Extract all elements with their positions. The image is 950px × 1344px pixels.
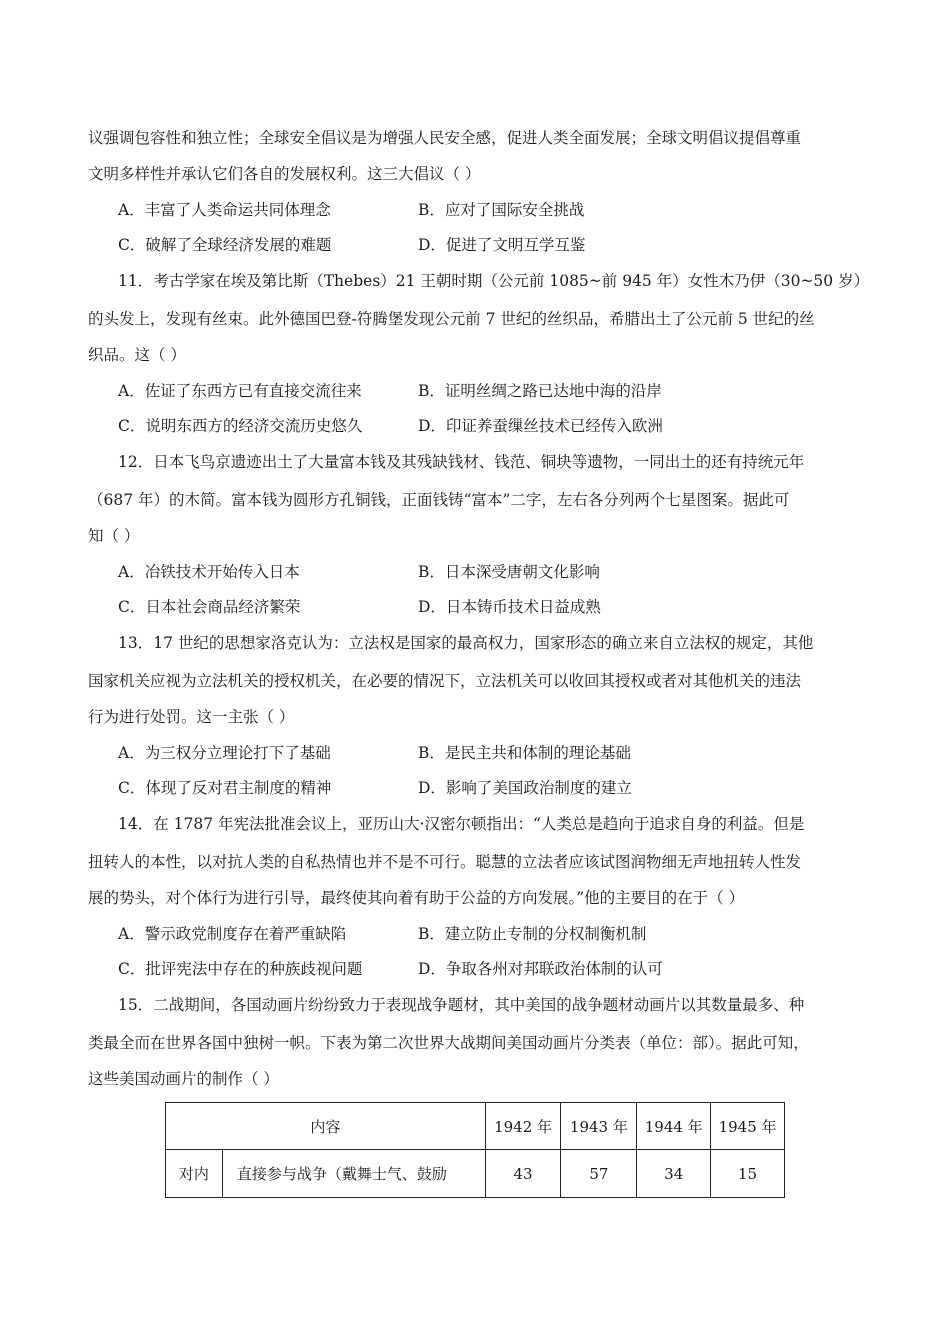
q10-stem-line-1: 议强调包容性和独立性；全球安全倡议是为增强人民安全感，促进人类全面发展；全球文明倡议提倡尊重 [88, 129, 802, 147]
table-row [166, 1150, 785, 1198]
q11-stem-line-2: 的头发上，发现有丝束。此外德国巴登-符腾堡发现公元前 7 世纪的丝织品，希腊出土了公元前 5 世纪的丝 [88, 310, 815, 328]
q14-stem-line-1: 14．在 1787 年宪法批准会议上，亚历山大·汉密尔顿指出：“人类总是趋向于追求自身的利益。但是 [118, 815, 805, 833]
q15-data-table [165, 1102, 785, 1198]
table-header-row [166, 1103, 785, 1150]
q10-option-d: D．促进了文明互学互鉴 [418, 236, 586, 254]
q14-option-a: A．警示政党制度存在着严重缺陷 [118, 925, 347, 943]
q13-stem-line-2: 国家机关应视为立法机关的授权机关，在必要的情况下，立法机关可以收回其授权或者对其他机关的违法 [88, 672, 802, 690]
q11-stem-line-1: 11．考古学家在埃及第比斯（Thebes）21 王朝时期（公元前 1085~前 945 年）女性木乃伊（30~50 岁） [118, 272, 870, 290]
header-content: 内容 [166, 1103, 486, 1150]
q13-option-d: D．影响了美国政治制度的建立 [418, 779, 632, 797]
q12-stem-line-1: 12．日本飞鸟京遗迹出土了大量富本钱及其残缺钱材、钱范、铜块等遗物，一同出土的还有持统元年 [118, 453, 805, 471]
q11-option-b: B．证明丝绸之路已达地中海的沿岸 [418, 382, 662, 400]
q12-option-b: B．日本深受唐朝文化影响 [418, 563, 600, 581]
q10-option-b: B．应对了国际安全挑战 [418, 201, 585, 219]
cell-1942: 43 [485, 1150, 561, 1198]
q14-option-d: D．争取各州对邦联政治体制的认可 [418, 960, 663, 978]
q15-stem-line-1: 15．二战期间，各国动画片纷纷致力于表现战争题材，其中美国的战争题材动画片以其数量最多、种 [118, 996, 805, 1014]
q14-stem-line-2: 扭转人的本性，以对抗人类的自私热情也并不是不可行。聪慧的立法者应该试图润物细无声地扭转人性发 [88, 853, 802, 871]
q14-option-b: B．建立防止专制的分权制衡机制 [418, 925, 647, 943]
header-1943: 1943 年 [561, 1103, 637, 1150]
cell-1944: 34 [637, 1150, 711, 1198]
q15-stem-line-2: 类最全而在世界各国中独树一帜。下表为第二次世界大战期间美国动画片分类表（单位：部）。据此可知， [88, 1034, 809, 1052]
q14-option-c: C．批评宪法中存在的种族歧视问题 [118, 960, 363, 978]
q10-stem-line-2: 文明多样性并承认它们各自的发展权利。这三大倡议（ ） [88, 165, 481, 183]
q13-stem-line-3: 行为进行处罚。这一主张（ ） [88, 708, 295, 726]
row-group-label: 对内 [166, 1150, 223, 1198]
q13-option-b: B．是民主共和体制的理论基础 [418, 744, 631, 762]
q11-option-a: A．佐证了东西方已有直接交流往来 [118, 382, 362, 400]
q13-option-a: A．为三权分立理论打下了基础 [118, 744, 331, 762]
q12-option-a: A．冶铁技术开始传入日本 [118, 563, 300, 581]
header-1942: 1942 年 [485, 1103, 561, 1150]
cell-1943: 57 [561, 1150, 637, 1198]
q12-option-d: D．日本铸币技术日益成熟 [418, 598, 601, 616]
q11-option-d: D．印证养蚕缫丝技术已经传入欧洲 [418, 417, 663, 435]
q12-option-c: C．日本社会商品经济繁荣 [118, 598, 301, 616]
q11-stem-line-3: 织品。这（ ） [88, 346, 186, 364]
row-item-label: 直接参与战争（戴舞士气、鼓励 [222, 1150, 485, 1198]
q10-option-a: A．丰富了人类命运共同体理念 [118, 201, 331, 219]
header-1944: 1944 年 [637, 1103, 711, 1150]
q13-stem-line-1: 13．17 世纪的思想家洛克认为：立法权是国家的最高权力，国家形态的确立来自立法权的规定，其他 [118, 634, 814, 652]
header-1945: 1945 年 [711, 1103, 785, 1150]
q15-stem-line-3: 这些美国动画片的制作（ ） [88, 1070, 279, 1088]
q10-option-c: C．破解了全球经济发展的难题 [118, 236, 332, 254]
q13-option-c: C．体现了反对君主制度的精神 [118, 779, 332, 797]
q12-stem-line-2: （687 年）的木简。富本钱为圆形方孔铜钱，正面钱铸“富本”二字，左右各分列两个七星图案。据此可 [88, 491, 790, 509]
q14-stem-line-3: 展的势头，对个体行为进行引导，最终使其向着有助于公益的方向发展。”他的主要目的在于（ ） [88, 889, 745, 907]
q12-stem-line-3: 知（ ） [88, 527, 140, 545]
q11-option-c: C．说明东西方的经济交流历史悠久 [118, 417, 363, 435]
cell-1945: 15 [711, 1150, 785, 1198]
